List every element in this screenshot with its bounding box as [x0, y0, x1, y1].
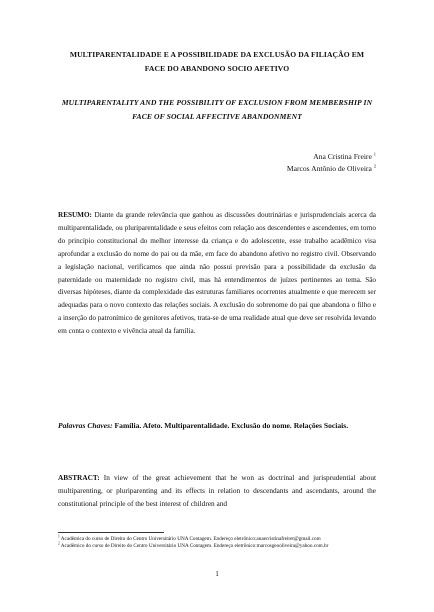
- keywords-label: Palavras Chaves:: [58, 421, 113, 430]
- page-number: 1: [215, 570, 219, 578]
- abstract-label: ABSTRACT:: [58, 473, 100, 482]
- author-name: Ana Cristina Freire: [313, 152, 372, 161]
- footnote: [58, 543, 376, 550]
- author-footnote-mark: 1: [373, 151, 376, 157]
- abstract-paragraph: [58, 471, 376, 510]
- author-entry: [287, 151, 376, 163]
- footnote-divider: [58, 532, 164, 533]
- title-english: MULTIPARENTALITY AND THE POSSIBILITY OF EXCLUSION FROM MEMBERSHIP IN FACE OF SOCIAL AFFECTIVE ABANDONMENT: [61, 98, 373, 121]
- author-name: Marcos Antônio de Oliveira: [286, 164, 372, 173]
- resumo-label: RESUMO:: [58, 211, 92, 219]
- resumo-text: Diante da grande relevância que ganhou as discussões doutrinárias e jurisprudenciais acerca da multiparentalidade, ou pluriparentalidade e seus efeitos com relação aos descendentes e ascendentes, em torno do princípio constitucional do melhor interesse da criança e do adolescente, esse trabalho acadêmico visa aprofundar a exclusão do nome do pai ou da mãe, em face do abandono afetivo no registro civil. Observando a legislação nacional, verificamos que ainda não possui previsão para a possibilidade da exclusão da paternidade ou maternidade no registro civil, mas há entendimentos de juízes pertinentes ao tema. São diversas hipóteses, diante da complexidade das estruturas familiares ocorrentes atualmente e que merecem ser adequadas para o novo contexto das relações sociais. A exclusão do sobrenome do pai que abandona o filho e a inserção do patronímico de genitores afetivos, trata-se de uma realidade atual que deve ser resolvida levando em conta o contexto e vivência atual da família.: [58, 211, 376, 336]
- footnote-mark: 1: [58, 534, 60, 539]
- title-portuguese: MULTIPARENTALIDADE E A POSSIBILIDADE DA EXCLUSÃO DA FILIAÇÃO EM FACE DO ABANDONO SOCIO AFETIVO: [69, 50, 365, 73]
- author-list: [287, 151, 376, 175]
- author-footnote-mark: 2: [373, 163, 376, 169]
- author-entry: [287, 163, 376, 175]
- keywords-text: Família. Afeto. Multiparentalidade. Exclusão do nome. Relações Sociais.: [112, 421, 349, 430]
- keywords-paragraph: [58, 419, 376, 432]
- resumo-paragraph: [58, 209, 376, 338]
- footnote-text: Acadêmica do curso de Direito do Centro Universitário UNA Contagem. Endereço eletrônico:anaecristinafreiret@gmail.com: [59, 536, 321, 542]
- abstract-text: In view of the great achievement that he won as doctrinal and jurisprudential about multiparenting, or pluriparenting and its effects in relation to descendants and ascendants, around the constitutional principle of the best interest of children and: [58, 473, 376, 508]
- footnote-mark: 2: [58, 541, 60, 546]
- footnotes: [58, 536, 376, 550]
- footnote-text: Acadêmico do curso de Direito do Centro Universitário UNA Contagem. Endereço eletrônico:marcosgeooliveira@yahoo.com.br: [59, 543, 329, 549]
